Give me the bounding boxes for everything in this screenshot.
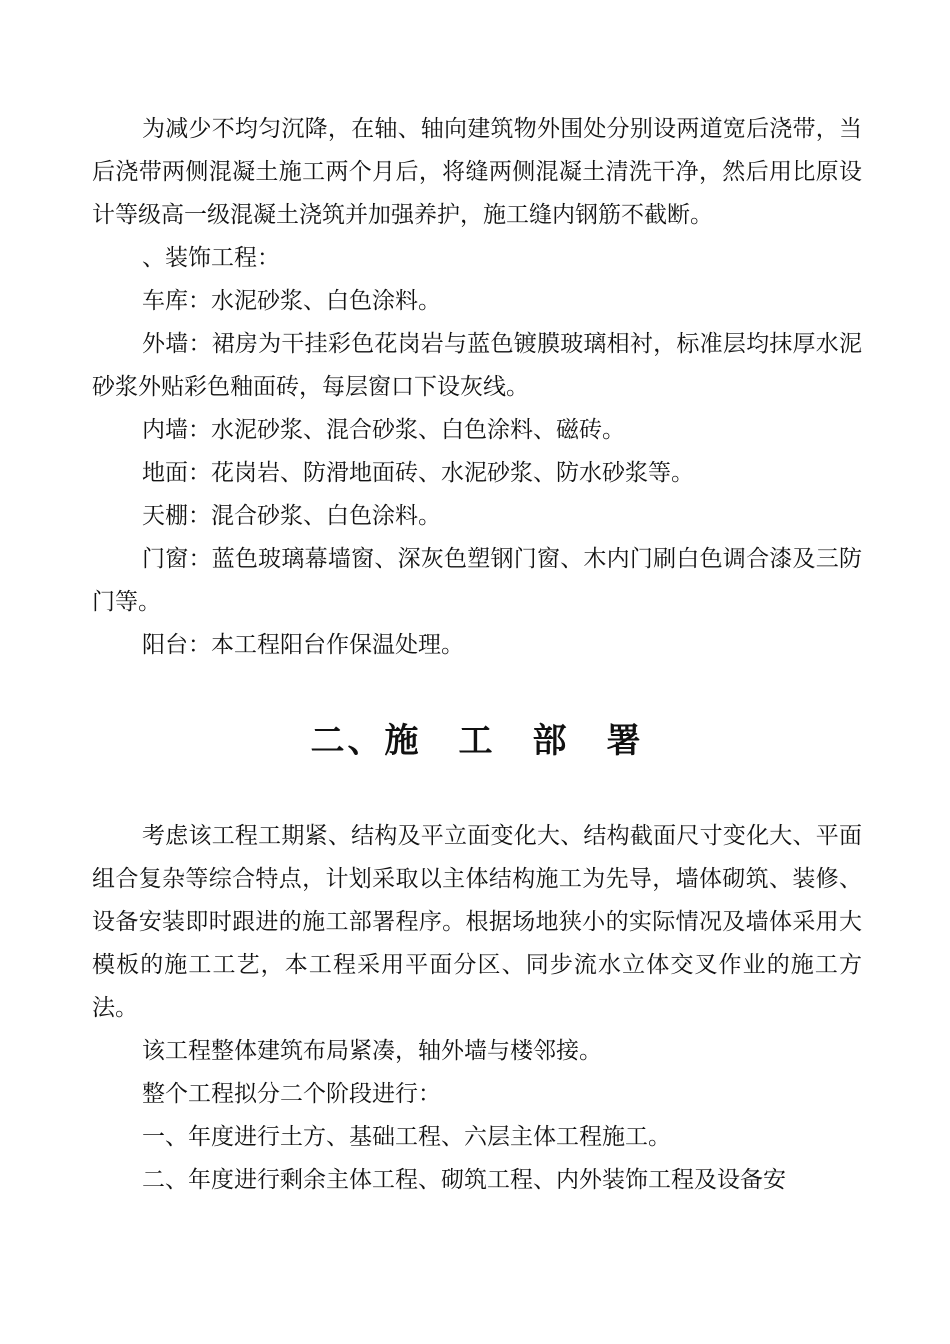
paragraph-ceiling: 天棚：混合砂浆、白色涂料。: [142, 503, 441, 529]
paragraph-garage: 车库：水泥砂浆、白色涂料。: [142, 288, 441, 314]
paragraph-phases-intro: 整个工程拟分二个阶段进行：: [142, 1081, 441, 1107]
paragraph-post-pour-strip: 为减少不均匀沉降，在轴、轴向建筑物外围处分别设两道宽后浇带，当后浇带两侧混凝土施工两个月后，将缝两侧混凝土清洗干净，然后用比原设计等级高一级混凝土浇筑并加强养护，施工缝内钢筋不截断。: [92, 116, 862, 228]
paragraph-floor: 地面：花岗岩、防滑地面砖、水泥砂浆、防水砂浆等。: [142, 460, 694, 486]
paragraph-interior-wall: 内墙：水泥砂浆、混合砂浆、白色涂料、磁砖。: [142, 417, 625, 443]
paragraph-phase-two: 二、年度进行剩余主体工程、砌筑工程、内外装饰工程及设备安: [142, 1167, 786, 1193]
paragraph-doors-windows: 门窗：蓝色玻璃幕墙窗、深灰色塑钢门窗、木内门刷白色调合漆及三防门等。: [92, 546, 862, 615]
paragraph-exterior-wall: 外墙：裙房为干挂彩色花岗岩与蓝色镀膜玻璃相衬，标准层均抹厚水泥砂浆外贴彩色釉面砖，每层窗口下设灰线。: [92, 331, 862, 400]
paragraph-layout: 该工程整体建筑布局紧凑，轴外墙与楼邻接。: [142, 1038, 602, 1064]
document-body: [92, 108, 862, 1202]
paragraph-decoration-heading: 、装饰工程：: [142, 245, 280, 271]
paragraph-phase-one: 一、年度进行土方、基础工程、六层主体工程施工。: [142, 1124, 671, 1150]
paragraph-balcony: 阳台：本工程阳台作保温处理。: [142, 632, 464, 658]
paragraph-deployment-overview: 考虑该工程工期紧、结构及平立面变化大、结构截面尺寸变化大、平面组合复杂等综合特点，计划采取以主体结构施工为先导，墙体砌筑、装修、设备安装即时跟进的施工部署程序。根据场地狭小的实际情况及墙体采用大模板的施工工艺，本工程采用平面分区、同步流水立体交叉作业的施工方法。: [92, 823, 862, 1021]
section-heading: 二、施 工 部 署: [310, 721, 644, 761]
